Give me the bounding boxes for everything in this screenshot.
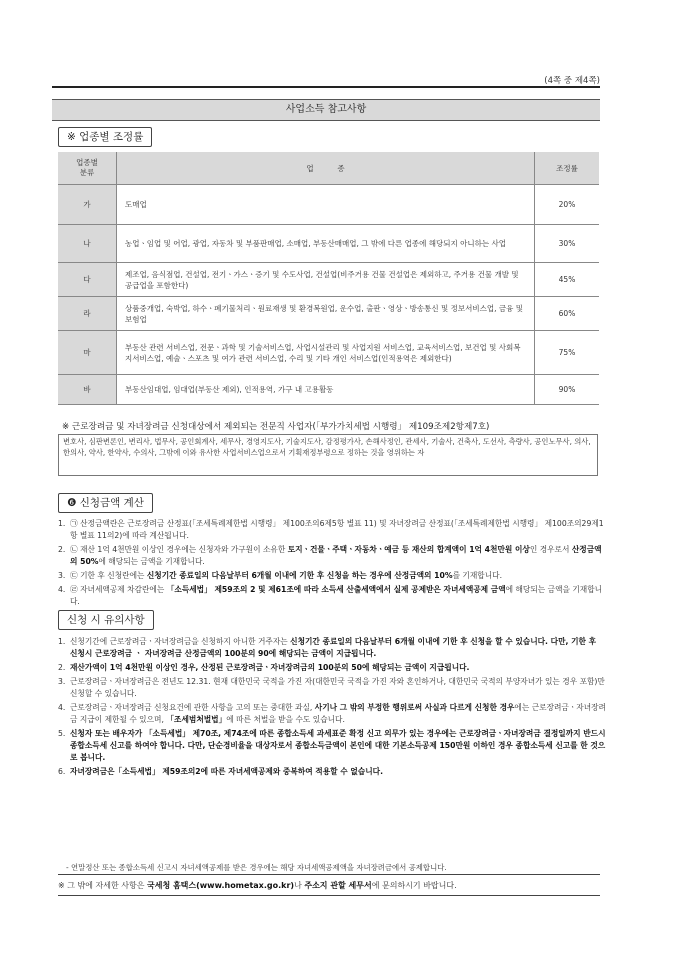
row-code: 라 <box>58 297 117 331</box>
item-text: 「조세범처벌법」 <box>166 715 227 724</box>
row-rate: 90% <box>535 375 600 405</box>
item-text: 토지ㆍ건물ㆍ주택ㆍ자동차ㆍ예금 등 재산의 합계액이 1억 4천만원 이상 <box>287 545 530 554</box>
header-rate: 조정률 <box>535 152 600 185</box>
list-item <box>58 584 606 608</box>
row-rate: 45% <box>535 263 600 297</box>
list-item <box>58 662 606 674</box>
row-desc: 농업ㆍ임업 및 어업, 광업, 자동차 및 부품판매업, 소매업, 부동산매매업, 그 밖에 다른 업종에 해당되지 아니하는 사업 <box>117 225 535 263</box>
footer-pre: ※ 그 밖에 자세한 사항은 <box>58 881 147 890</box>
footer-mid: 나 <box>294 881 305 890</box>
list-item <box>58 544 606 568</box>
item-text: 신청기간 종료일의 다음날부터 6개월 이내에 기한 후 신청을 하는 경우에 산정금액의 10% <box>146 571 453 580</box>
table-row <box>58 375 599 405</box>
adjustment-rate-table <box>58 152 599 405</box>
footer-bottom-divider <box>58 895 600 896</box>
row-rate: 75% <box>535 331 600 375</box>
item-text: 재산가액이 1억 4천만원 이상인 경우, 산정된 근로장려금ㆍ자녀장려금의 100분의 50에 해당되는 금액이 지급됩니다. <box>70 663 470 672</box>
footer-post: 에 문의하시기 바랍니다. <box>371 881 457 890</box>
table-row <box>58 263 599 297</box>
item-text: 신청기간 종료일의 다음날부터 6개월 이내에 기한 후 신청을 할 수 있습니다. 다만, 기한 후 신청시 근로장려금 ㆍ 자녀장려금 산정금액의 100분의 90에 해당되는 금액이 지급됩니다. <box>70 637 597 658</box>
item-number: 3. <box>58 571 66 580</box>
row-desc: 도매업 <box>117 185 535 225</box>
page-number: (4쪽 중 제4쪽) <box>544 76 600 86</box>
item-text: 자녀장려금은「소득세법」 제59조의2에 따른 자녀세액공제와 중복하여 적용할 수 없습니다. <box>70 767 383 776</box>
footer-top-divider <box>58 874 600 875</box>
precaution-sub-note: - 연말정산 또는 종합소득세 신고시 자녀세액공제를 받은 경우에는 해당 자녀세액공제액을 자녀장려금에서 공제합니다. <box>66 863 447 872</box>
row-rate: 30% <box>535 225 600 263</box>
item-text: ㉣ 자녀세액공제 차감란에는 <box>70 585 167 594</box>
row-code: 마 <box>58 331 117 375</box>
row-desc: 상품중개업, 숙박업, 하수ㆍ폐기물처리ㆍ원료재생 및 환경복원업, 운수업, 출판ㆍ영상ㆍ방송통신 및 정보서비스업, 금융 및 보험업 <box>117 297 535 331</box>
item-text: 신청기간에 근로장려금ㆍ자녀장려금을 신청하지 아니한 거주자는 <box>70 637 291 646</box>
item-number: 6. <box>58 767 66 776</box>
row-desc: 제조업, 음식점업, 건설업, 전기ㆍ가스ㆍ증기 및 수도사업, 건설업(비주거용 건물 건설업은 제외하고, 주거용 건물 개발 및 공급업을 포함한다) <box>117 263 535 297</box>
top-divider <box>52 86 600 88</box>
header-industry: 업 종 <box>117 152 535 185</box>
item-number: 1. <box>58 519 66 528</box>
item-text: 를 기재합니다. <box>452 571 503 580</box>
row-code: 나 <box>58 225 117 263</box>
item-text: 근로장려금ㆍ자녀장려금 신청요건에 관한 사항을 고의 또는 중대한 과실, <box>70 703 315 712</box>
tax-office-text: 주소지 관할 세무서 <box>304 881 372 890</box>
professional-list: 변호사, 심판변론인, 변리사, 법무사, 공인회계사, 세무사, 경영지도사, 기술지도사, 감정평가사, 손해사정인, 관세사, 기술사, 건축사, 도선사, 측량사, 공인노무사, 의사, 한의사, 약사, 한약사, 수의사, 그밖에 이와 유사한 사업서비스업으로서 기획재정부령으로 정하는 것을 영위하는 자 <box>58 434 598 476</box>
item-text: 에 따른 처벌을 받을 수도 있습니다. <box>226 715 345 724</box>
item-number: 5. <box>58 729 66 738</box>
row-desc: 부동산 관련 서비스업, 전문ㆍ과학 및 기술서비스업, 사업시설관리 및 사업지원 서비스업, 교육서비스업, 보건업 및 사회복지서비스업, 예술ㆍ스포츠 및 여가 관련 서비스업, 수리 및 기타 개인 서비스업(인적용역은 제외한다) <box>117 331 535 375</box>
item-text: 에는 근로장려금ㆍ자녀장려금 지급이 제한될 수 있으며, <box>70 703 606 724</box>
table-row <box>58 185 599 225</box>
item-number: 1. <box>58 637 66 646</box>
item-text: ㉡ 재산 1억 4천만원 이상인 경우에는 신청자와 가구원이 소유한 <box>70 545 288 554</box>
hometax-link[interactable]: 국세청 홈택스(www.hometax.go.kr) <box>146 881 295 890</box>
item-text: 에는 근로장려금ㆍ자녀장려금 결정일까지 반드시 종합소득세 신고를 하여야 합니다. 다만, 단순경비율을 대상자로서 종합소득금액이 본인에 대한 기본소득공제 150만원 이하인 경우 종합소득세 신고를 한 것으로 봅니다. <box>70 729 606 762</box>
section2-title: ❻ 신청금액 계산 <box>58 493 153 513</box>
calculation-list <box>58 518 606 610</box>
table-header-row <box>58 152 599 185</box>
section1-title: ※ 업종별 조정률 <box>58 127 152 147</box>
item-text: 사기나 그 밖의 부정한 행위로써 사실과 다르게 신청한 경우 <box>314 703 515 712</box>
precautions-list <box>58 636 606 780</box>
row-rate: 20% <box>535 185 600 225</box>
item-text: ㉢ 기한 후 신청란에는 <box>70 571 147 580</box>
header-code: 업종별 분류 <box>58 152 117 185</box>
row-code: 다 <box>58 263 117 297</box>
table-row <box>58 225 599 263</box>
item-number: 2. <box>58 663 66 672</box>
row-code: 바 <box>58 375 117 405</box>
item-text: 에 해당되는 금액을 기재합니다. <box>70 585 603 606</box>
professional-exclusion-note: ※ 근로장려금 및 자녀장려금 신청대상에서 제외되는 전문직 사업자(「부가가치세법 시행령」 제109조제2항제7호) <box>62 422 490 432</box>
list-item <box>58 766 606 778</box>
item-number: 4. <box>58 585 66 594</box>
item-text: 「소득세법」 제59조의 2 및 제61조에 따라 소득세 산출세액에서 실제 공제받은 자녀세액공제 금액 <box>166 585 506 594</box>
item-text: ㉠ 산정금액란은 근로장려금 산정표(「조세특례제한법 시행령」 제100조의6제5항 별표 11) 및 자녀장려금 산정표(「조세특례제한법 시행령」 제100조의29제1항 별표 11의2)에 따라 계산됩니다. <box>70 519 604 540</box>
item-text: 신청자 또는 배우자가 「소득세법」 제70조, 제74조에 따른 종합소득세 과세표준 확정 신고 의무가 있는 경우 <box>70 729 442 738</box>
list-item <box>58 518 606 542</box>
row-code: 가 <box>58 185 117 225</box>
table-row <box>58 297 599 331</box>
list-item <box>58 728 606 764</box>
list-item <box>58 676 606 700</box>
item-text: 근로장려금ㆍ자녀장려금은 전년도 12.31. 현재 대한민국 국적을 가진 자(대한민국 국적을 가진 자와 혼인하거나, 대한민국 국적의 부양자녀가 있는 경우 포함)만 신청할 수 있습니다. <box>70 677 605 698</box>
list-item <box>58 636 606 660</box>
item-number: 4. <box>58 703 66 712</box>
row-desc: 부동산임대업, 임대업(부동산 제외), 인적용역, 가구 내 고용활동 <box>117 375 535 405</box>
list-item <box>58 570 606 582</box>
item-text: 산정금액의 50% <box>70 545 602 566</box>
footer-note <box>58 880 457 891</box>
main-heading: 사업소득 참고사항 <box>52 99 600 121</box>
table-row <box>58 331 599 375</box>
section3-title: 신청 시 유의사항 <box>58 610 154 630</box>
item-text: 에 해당되는 금액을 기재합니다. <box>98 557 205 566</box>
item-text: 인 경우로서 <box>529 545 572 554</box>
item-number: 3. <box>58 677 66 686</box>
row-rate: 60% <box>535 297 600 331</box>
list-item <box>58 702 606 726</box>
item-number: 2. <box>58 545 66 554</box>
